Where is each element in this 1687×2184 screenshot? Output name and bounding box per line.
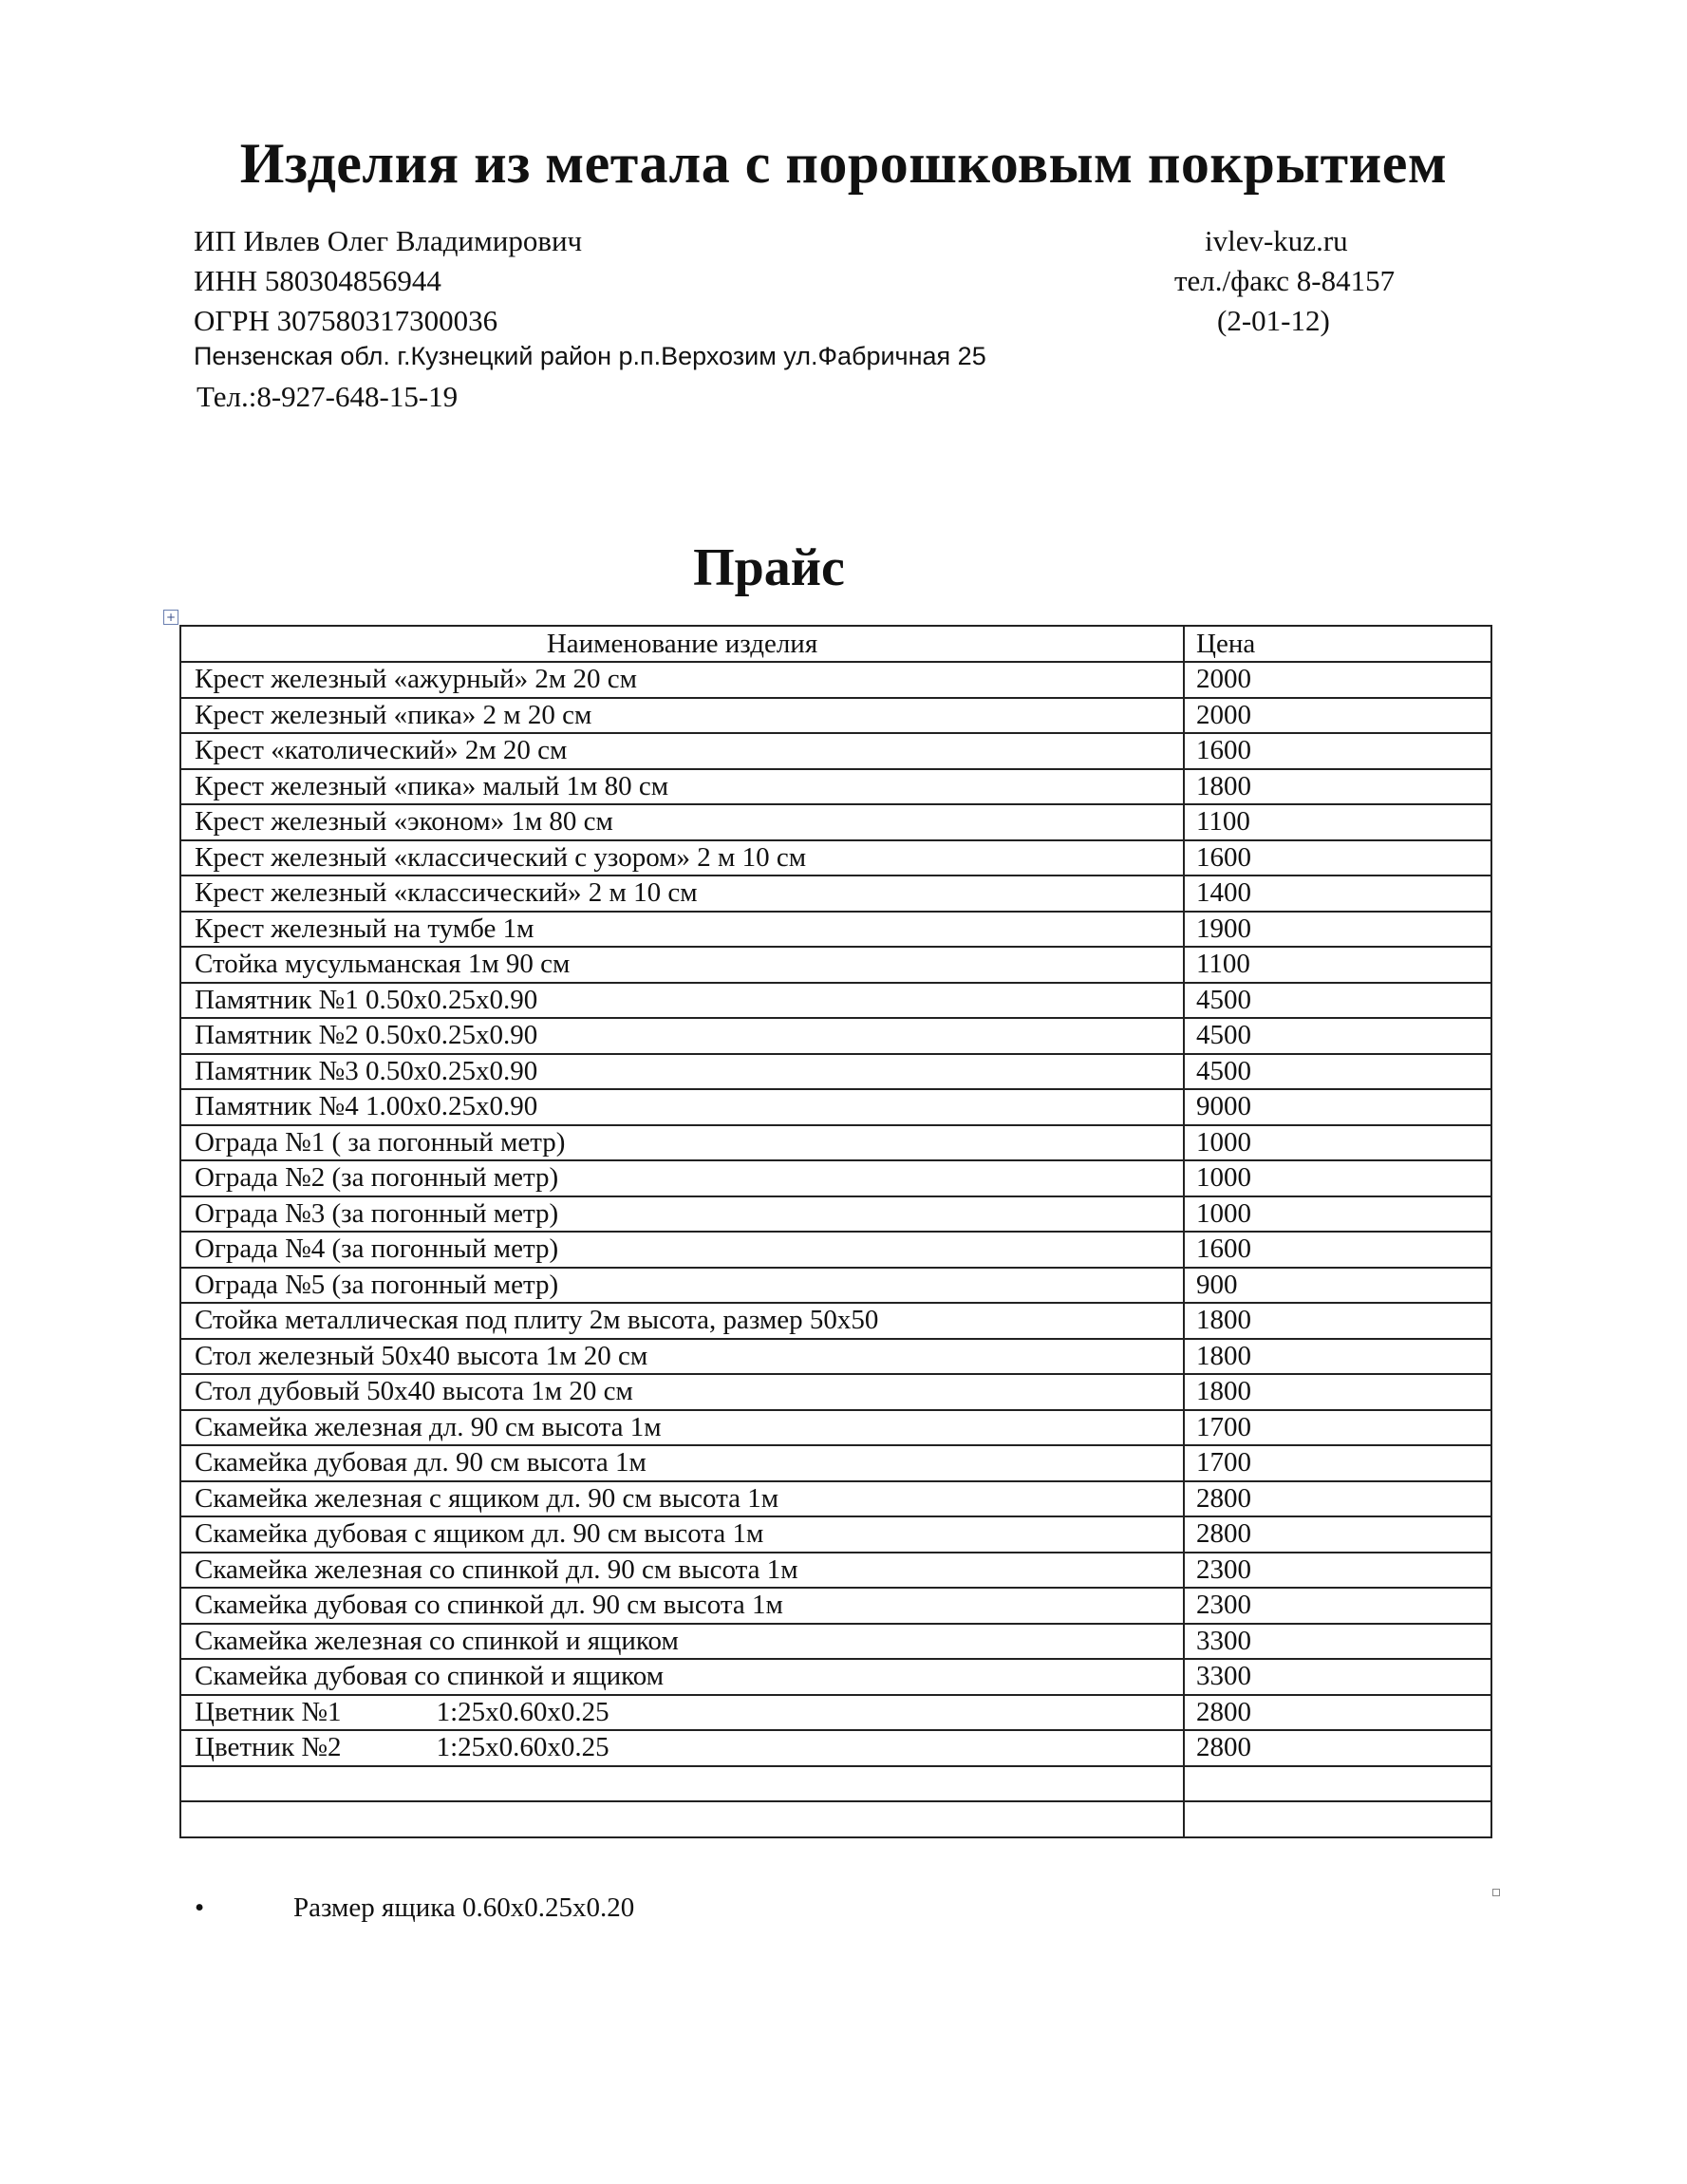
item-name: Крест железный «эконом» 1м 80 см xyxy=(180,804,1184,840)
item-name: Стойка мусульманская 1м 90 см xyxy=(180,947,1184,983)
item-name: Цветник №2 xyxy=(195,1732,342,1763)
item-name: Памятник №4 1.00х0.25х0.90 xyxy=(180,1089,1184,1125)
item-price: 3300 xyxy=(1184,1659,1491,1695)
item-price xyxy=(1184,1801,1491,1837)
table-row-empty xyxy=(180,1766,1491,1802)
item-price: 2800 xyxy=(1184,1730,1491,1766)
company-name: ИП Ивлев Олег Владимирович xyxy=(194,224,583,257)
item-name xyxy=(180,1766,1184,1802)
table-row xyxy=(180,1268,1491,1304)
item-name: Стол дубовый 50х40 высота 1м 20 см xyxy=(180,1374,1184,1410)
table-row xyxy=(180,804,1491,840)
table-move-handle-icon[interactable]: + xyxy=(163,610,178,625)
note-text: Размер ящика 0.60х0.25х0.20 xyxy=(293,1892,635,1923)
item-price: 1600 xyxy=(1184,1232,1491,1268)
item-price: 1800 xyxy=(1184,1339,1491,1375)
company-fax-number: (2-01-12) xyxy=(1217,304,1330,337)
item-name: Скамейка дубовая со спинкой и ящиком xyxy=(180,1659,1184,1695)
table-row xyxy=(180,1553,1491,1589)
item-name: Цветник №1 xyxy=(195,1696,342,1727)
table-row xyxy=(180,1588,1491,1624)
item-name: Скамейка дубовая со спинкой дл. 90 см высота 1м xyxy=(180,1588,1184,1624)
item-size: 1:25х0.60х0.25 xyxy=(436,1732,609,1763)
item-name: Ограда №5 (за погонный метр) xyxy=(180,1268,1184,1304)
item-name: Стойка металлическая под плиту 2м высота, размер 50х50 xyxy=(180,1303,1184,1339)
table-resize-handle-icon[interactable] xyxy=(1492,1889,1500,1896)
item-price: 2800 xyxy=(1184,1695,1491,1731)
item-price: 1600 xyxy=(1184,733,1491,769)
table-row xyxy=(180,1196,1491,1233)
document-title: Изделия из метала с порошковым покрытием xyxy=(239,132,1448,195)
table-row xyxy=(180,1516,1491,1553)
table-row xyxy=(180,733,1491,769)
item-price: 2300 xyxy=(1184,1588,1491,1624)
table-row xyxy=(180,1445,1491,1481)
table-row xyxy=(180,1054,1491,1090)
table-row xyxy=(180,1339,1491,1375)
item-price: 2300 xyxy=(1184,1553,1491,1589)
table-row-empty xyxy=(180,1801,1491,1837)
table-header-row xyxy=(180,626,1491,662)
item-price: 4500 xyxy=(1184,1018,1491,1054)
table-row xyxy=(180,769,1491,805)
item-name: Скамейка железная со спинкой и ящиком xyxy=(180,1624,1184,1660)
item-price: 4500 xyxy=(1184,983,1491,1019)
company-phone: Тел.:8-927-648-15-19 xyxy=(197,380,459,413)
price-table xyxy=(179,625,1492,1838)
item-price: 1000 xyxy=(1184,1125,1491,1161)
item-name: Скамейка дубовая дл. 90 см высота 1м xyxy=(180,1445,1184,1481)
item-price: 1800 xyxy=(1184,1303,1491,1339)
price-list-title: Прайс xyxy=(693,538,845,597)
item-name: Крест железный «классический» 2 м 10 см xyxy=(180,875,1184,912)
table-row xyxy=(180,1160,1491,1196)
table-row xyxy=(180,1303,1491,1339)
item-price: 9000 xyxy=(1184,1089,1491,1125)
table-row xyxy=(180,912,1491,948)
item-size: 1:25х0.60х0.25 xyxy=(436,1696,609,1727)
item-name: Памятник №1 0.50х0.25х0.90 xyxy=(180,983,1184,1019)
item-price: 4500 xyxy=(1184,1054,1491,1090)
item-price: 1100 xyxy=(1184,947,1491,983)
table-row xyxy=(180,698,1491,734)
company-address: Пензенская обл. г.Кузнецкий район р.п.Верхозим ул.Фабричная 25 xyxy=(194,342,986,370)
item-price: 1600 xyxy=(1184,840,1491,876)
item-price: 900 xyxy=(1184,1268,1491,1304)
item-name xyxy=(180,1801,1184,1837)
table-row xyxy=(180,947,1491,983)
item-name: Крест железный «пика» 2 м 20 см xyxy=(180,698,1184,734)
table-row xyxy=(180,1410,1491,1446)
item-name: Ограда №3 (за погонный метр) xyxy=(180,1196,1184,1233)
item-price: 1100 xyxy=(1184,804,1491,840)
table-row xyxy=(180,1730,1491,1766)
table-row xyxy=(180,840,1491,876)
item-name: Скамейка дубовая с ящиком дл. 90 см высота 1м xyxy=(180,1516,1184,1553)
table-row xyxy=(180,1695,1491,1731)
item-price: 2800 xyxy=(1184,1516,1491,1553)
item-price: 1000 xyxy=(1184,1160,1491,1196)
item-name: Крест железный «пика» малый 1м 80 см xyxy=(180,769,1184,805)
item-price: 1700 xyxy=(1184,1410,1491,1446)
header-price: Цена xyxy=(1184,626,1491,662)
item-name: Крест железный на тумбе 1м xyxy=(180,912,1184,948)
item-price: 1800 xyxy=(1184,769,1491,805)
header-name: Наименование изделия xyxy=(180,626,1184,662)
item-price: 1400 xyxy=(1184,875,1491,912)
item-price: 2800 xyxy=(1184,1481,1491,1517)
table-row xyxy=(180,1481,1491,1517)
item-name: Ограда №4 (за погонный метр) xyxy=(180,1232,1184,1268)
item-name: Крест «католический» 2м 20 см xyxy=(180,733,1184,769)
note-bullet: • xyxy=(195,1892,205,1923)
table-row xyxy=(180,1624,1491,1660)
item-name: Стол железный 50х40 высота 1м 20 см xyxy=(180,1339,1184,1375)
company-fax: тел./факс 8-84157 xyxy=(1174,264,1396,297)
item-name-with-size xyxy=(180,1695,1184,1731)
item-name: Ограда №1 ( за погонный метр) xyxy=(180,1125,1184,1161)
table-row xyxy=(180,1659,1491,1695)
item-price: 3300 xyxy=(1184,1624,1491,1660)
table-row xyxy=(180,1374,1491,1410)
item-name: Ограда №2 (за погонный метр) xyxy=(180,1160,1184,1196)
table-row xyxy=(180,662,1491,698)
item-name: Памятник №3 0.50х0.25х0.90 xyxy=(180,1054,1184,1090)
item-price: 1000 xyxy=(1184,1196,1491,1233)
item-name: Скамейка железная со спинкой дл. 90 см высота 1м xyxy=(180,1553,1184,1589)
item-name: Скамейка железная с ящиком дл. 90 см высота 1м xyxy=(180,1481,1184,1517)
company-website: ivlev-kuz.ru xyxy=(1205,224,1348,257)
company-ogrn: ОГРН 307580317300036 xyxy=(194,304,498,337)
table-row xyxy=(180,1125,1491,1161)
item-price: 2000 xyxy=(1184,698,1491,734)
item-name: Крест железный «классический с узором» 2 м 10 см xyxy=(180,840,1184,876)
item-name: Скамейка железная дл. 90 см высота 1м xyxy=(180,1410,1184,1446)
item-price: 2000 xyxy=(1184,662,1491,698)
table-row xyxy=(180,983,1491,1019)
table-row xyxy=(180,1018,1491,1054)
table-row xyxy=(180,1232,1491,1268)
table-row xyxy=(180,875,1491,912)
table-row xyxy=(180,1089,1491,1125)
item-price xyxy=(1184,1766,1491,1802)
item-name: Памятник №2 0.50х0.25х0.90 xyxy=(180,1018,1184,1054)
item-price: 1800 xyxy=(1184,1374,1491,1410)
item-price: 1700 xyxy=(1184,1445,1491,1481)
company-inn: ИНН 580304856944 xyxy=(194,264,441,297)
item-name-with-size xyxy=(180,1730,1184,1766)
item-name: Крест железный «ажурный» 2м 20 см xyxy=(180,662,1184,698)
item-price: 1900 xyxy=(1184,912,1491,948)
